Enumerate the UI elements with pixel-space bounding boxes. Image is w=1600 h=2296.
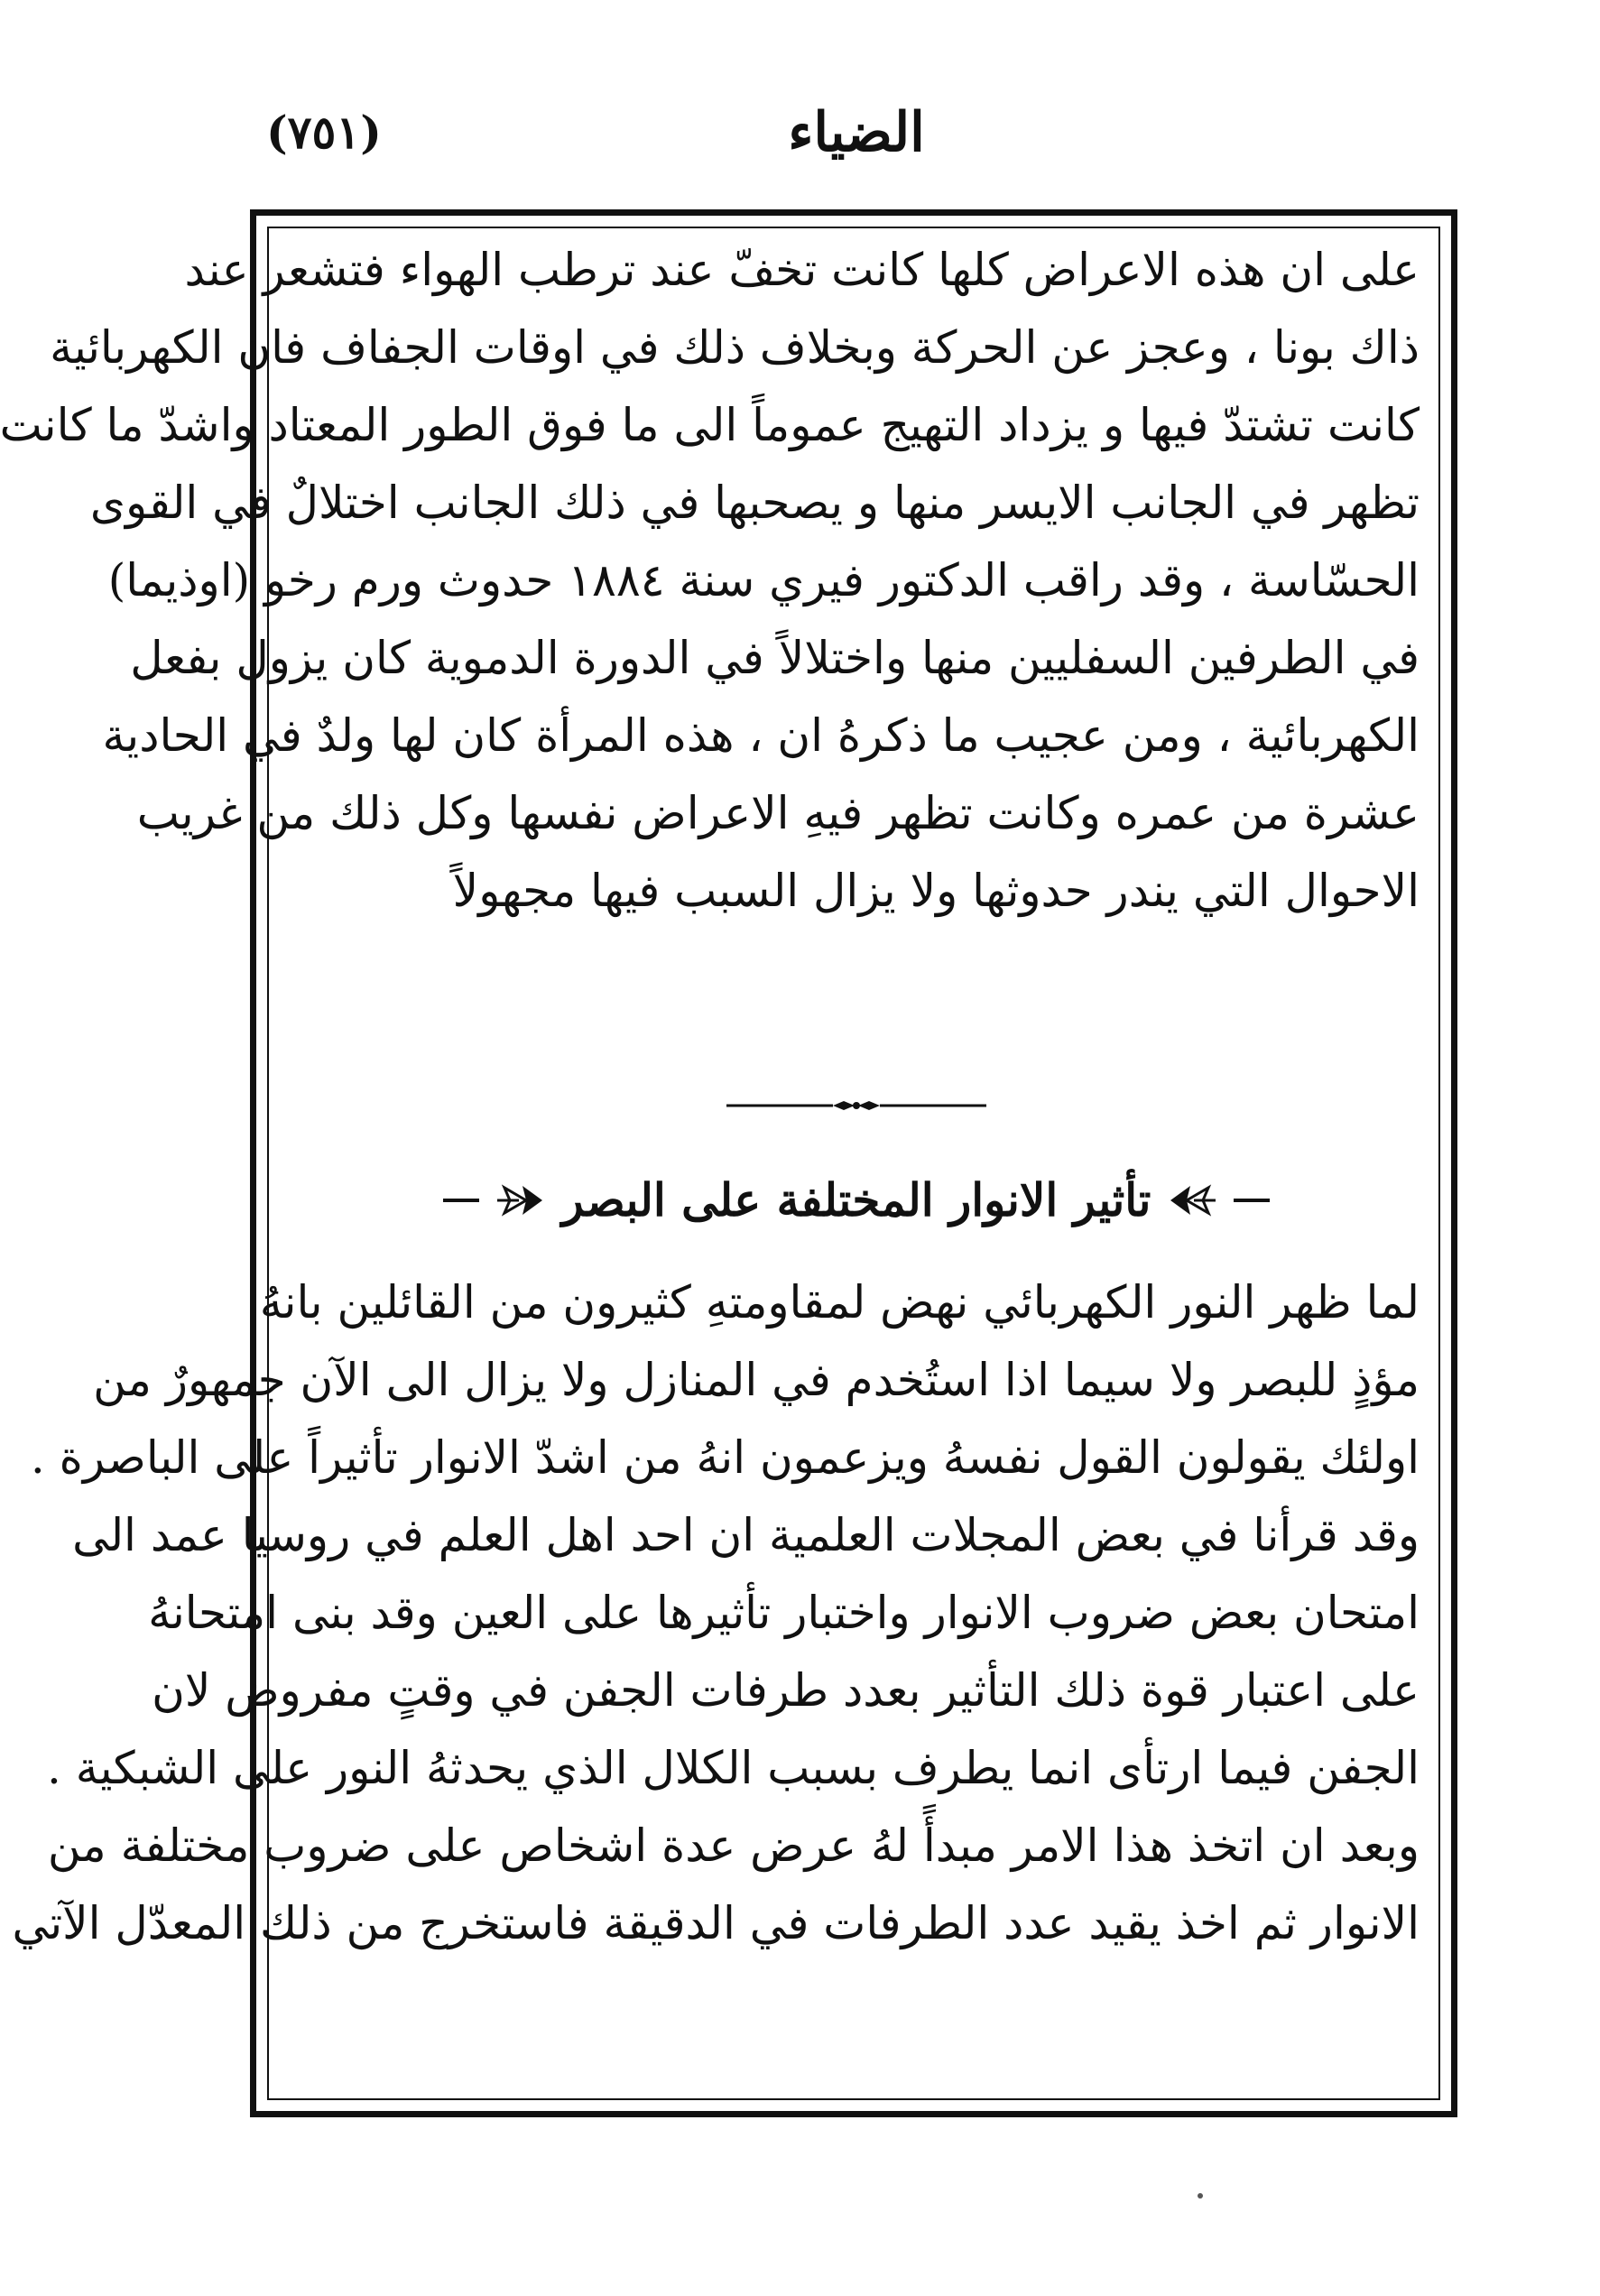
section-title: تأثير الانوار المختلفة على البصر (561, 1173, 1151, 1227)
text-line: وبعد ان اتخذ هذا الامر مبدأً لهُ عرض عدة اشخاص على ضروب مختلفة من (47, 1819, 1420, 1872)
page-header (248, 83, 1465, 182)
paragraph-light-effects (12, 1264, 1420, 1962)
text-line: وقد قرأنا في بعض المجلات العلمية ان احد اهل العلم في روسيا عمد الى (72, 1509, 1420, 1561)
text-line: تظهر في الجانب الايسر منها و يصحبها في ذلك الجانب اختلالٌ في القوى (89, 477, 1420, 529)
text-line: الحسّاسة ، وقد راقب الدكتور فيري سنة ١٨٨٤ حدوث ورم رخو (اوذيما) (107, 554, 1420, 606)
text-line: الجفن فيما ارتأى انما يطرف بسبب الكلال الذي يحدثهُ النور على الشبكية . (47, 1742, 1420, 1794)
section-heading (248, 1160, 1465, 1241)
text-line: الاحوال التي يندر حدوثها ولا يزال السبب فيها مجهولاً (452, 865, 1420, 917)
text-line: لما ظهر النور الكهربائي نهض لمقاومتهِ كثيرون من القائلين بانهُ (259, 1276, 1420, 1329)
text-line: مؤذٍ للبصر ولا سيما اذا استُخدم في المنازل ولا يزال الى الآن جمهورٌ من (93, 1354, 1420, 1406)
text-line: الكهربائية ، ومن عجيب ما ذكرهُ ان ، هذه المرأة كان لها ولدٌ في الحادية (102, 709, 1420, 762)
separator-ornament-icon (726, 1099, 986, 1112)
paragraph-electricity-symptoms (0, 231, 1420, 930)
heading-dash-left (443, 1196, 479, 1205)
fleuron-right-icon (1167, 1180, 1217, 1220)
text-line: على ان هذه الاعراض كلها كانت تخفّ عند ترطب الهواء فتشعر عند (184, 244, 1420, 296)
fleuron-left-icon (495, 1180, 546, 1220)
text-line: كانت تشتدّ فيها و يزداد التهيج عموماً الى ما فوق الطور المعتاد واشدّ ما كانت (0, 399, 1420, 451)
text-line: الانوار ثم اخذ يقيد عدد الطرفات في الدقيقة فاستخرج من ذلك المعدّل الآتي (12, 1897, 1420, 1949)
text-line: في الطرفين السفليين منها واختلالاً في الدورة الدموية كان يزول بفعل (130, 632, 1420, 684)
scan-speck (1198, 2193, 1203, 2199)
text-line: امتحان بعض ضروب الانوار واختبار تأثيرها على العين وقد بنى امتحانهُ (148, 1587, 1420, 1639)
section-separator-rule (726, 1099, 986, 1112)
heading-dash-right (1234, 1196, 1270, 1205)
text-line: اولئك يقولون القول نفسهُ ويزعمون انهُ من اشدّ الانوار تأثيراً على الباصرة . (30, 1431, 1420, 1484)
journal-name: الضياء (788, 101, 925, 164)
text-line: عشرة من عمره وكانت تظهر فيهِ الاعراض نفسها وكل ذلك من غريب (136, 787, 1420, 839)
text-line: ذاك بونا ، وعجز عن الحركة وبخلاف ذلك في اوقات الجفاف فان الكهربائية (50, 321, 1420, 374)
text-line: على اعتبار قوة ذلك التأثير بعدد طرفات الجفن في وقتٍ مفروض لان (152, 1664, 1420, 1717)
page-number: (٧٥١) (266, 106, 382, 159)
